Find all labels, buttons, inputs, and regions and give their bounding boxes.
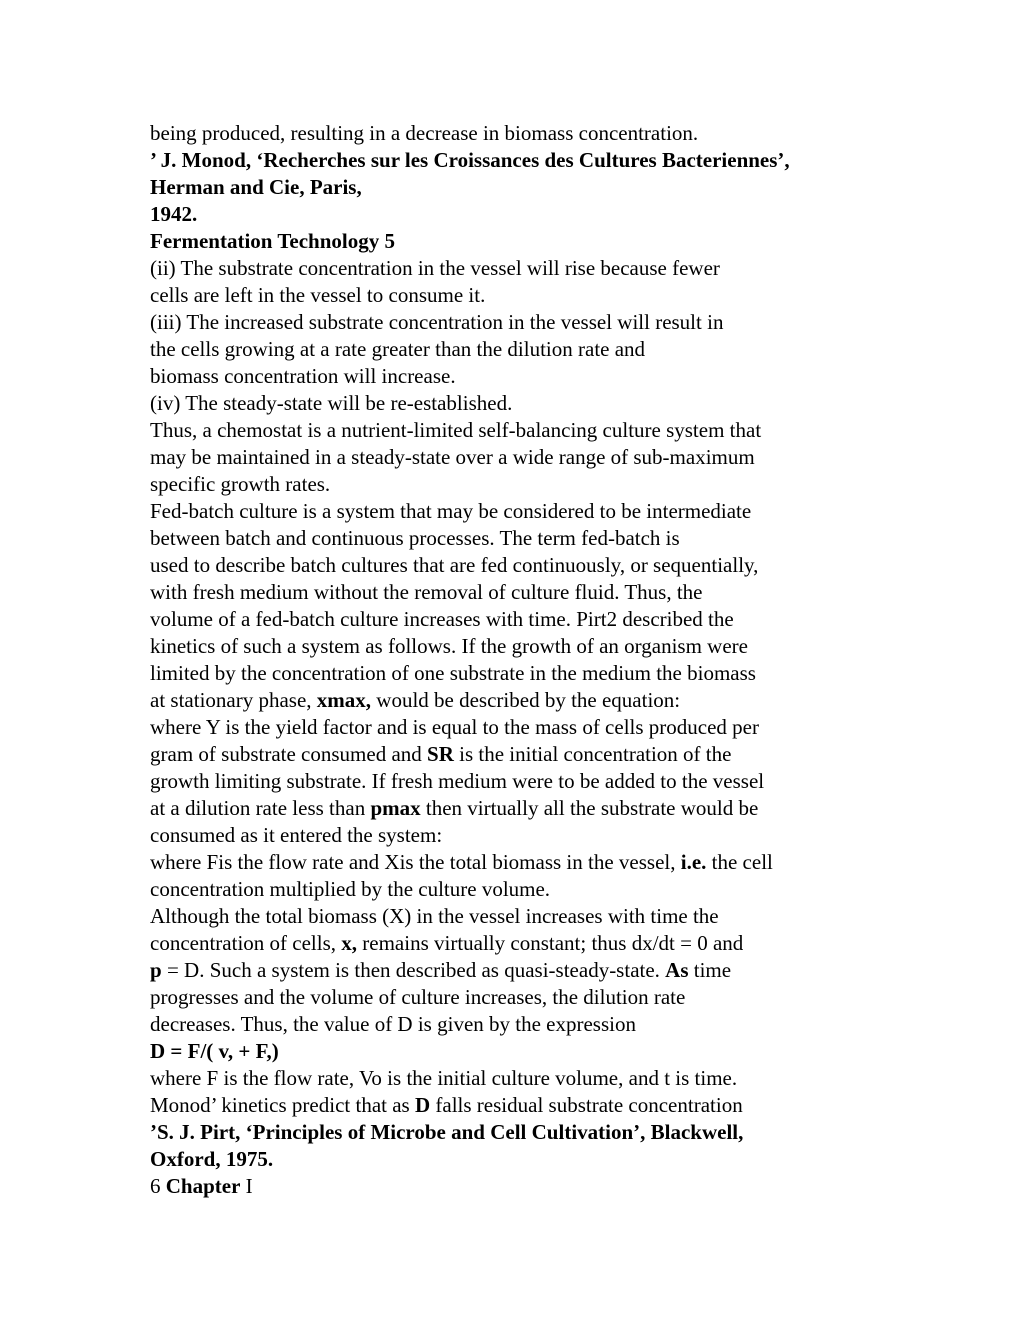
- text-run: = D. Such a system is then described as quasi-steady-state.: [161, 958, 666, 982]
- text-line: [150, 714, 970, 741]
- text-line: [150, 795, 970, 822]
- text-line: [150, 1146, 970, 1173]
- text-line: [150, 822, 970, 849]
- text-line: [150, 876, 970, 903]
- bold-text: i.e.: [680, 850, 707, 874]
- text-run: 6: [150, 1174, 166, 1198]
- text-run: growth limiting substrate. If fresh medium were to be added to the vessel: [150, 769, 765, 793]
- text-run: may be maintained in a steady-state over a wide range of sub-maximum: [150, 445, 755, 469]
- text-line: [150, 255, 970, 282]
- text-run: (iii) The increased substrate concentration in the vessel will result in: [150, 310, 724, 334]
- text-line: [150, 417, 970, 444]
- text-run: being produced, resulting in a decrease in biomass concentration.: [150, 121, 699, 145]
- text-run: (ii) The substrate concentration in the vessel will rise because fewer: [150, 256, 720, 280]
- text-line: [150, 363, 970, 390]
- text-run: the cells growing at a rate greater than the dilution rate and: [150, 337, 646, 361]
- text-line: [150, 984, 970, 1011]
- bold-text: SR: [427, 742, 454, 766]
- text-run: volume of a fed-batch culture increases with time. Pirt2 described the: [150, 607, 734, 631]
- text-run: at a dilution rate less than: [150, 796, 371, 820]
- bold-text: D: [414, 1093, 431, 1117]
- text-line: [150, 741, 970, 768]
- text-run: time: [688, 958, 732, 982]
- bold-text: As: [665, 958, 689, 982]
- text-run: would be described by the equation:: [371, 688, 681, 712]
- text-line: [150, 201, 970, 228]
- text-run: with fresh medium without the removal of culture fluid. Thus, the: [150, 580, 703, 604]
- text-line: [150, 390, 970, 417]
- bold-text: xmax,: [316, 688, 372, 712]
- text-run: gram of substrate consumed and: [150, 742, 428, 766]
- text-line: [150, 1173, 970, 1200]
- text-line: [150, 336, 970, 363]
- text-line: [150, 633, 970, 660]
- text-run: the cell: [706, 850, 773, 874]
- text-run: consumed as it entered the system:: [150, 823, 443, 847]
- text-line: [150, 147, 970, 174]
- text-line: [150, 606, 970, 633]
- text-run: where F is the flow rate, Vo is the initial culture volume, and t is time.: [150, 1066, 738, 1090]
- text-run: Fed-batch culture is a system that may be considered to be intermediate: [150, 499, 752, 523]
- bold-text: Herman and Cie, Paris,: [150, 175, 362, 199]
- text-run: cells are left in the vessel to consume it.: [150, 283, 486, 307]
- text-line: [150, 660, 970, 687]
- text-line: [150, 1038, 970, 1065]
- bold-text: 1942.: [150, 202, 198, 226]
- bold-text: x,: [341, 931, 358, 955]
- text-run: concentration multiplied by the culture volume.: [150, 877, 551, 901]
- text-line: [150, 282, 970, 309]
- text-run: (iv) The steady-state will be re-established.: [150, 391, 513, 415]
- text-line: [150, 930, 970, 957]
- text-run: progresses and the volume of culture increases, the dilution rate: [150, 985, 686, 1009]
- text-run: biomass concentration will increase.: [150, 364, 456, 388]
- bold-text: pmax: [370, 796, 421, 820]
- text-run: I: [240, 1174, 253, 1198]
- bold-text: Chapter: [165, 1174, 241, 1198]
- document-page: [150, 120, 970, 1200]
- text-run: limited by the concentration of one substrate in the medium the biomass: [150, 661, 756, 685]
- text-line: [150, 768, 970, 795]
- text-line: [150, 552, 970, 579]
- bold-text: p: [150, 958, 162, 982]
- text-run: is the initial concentration of the: [453, 742, 732, 766]
- text-run: Thus, a chemostat is a nutrient-limited self-balancing culture system that: [150, 418, 762, 442]
- bold-text: ’ J. Monod, ‘Recherches sur les Croissances des Cultures Bacteriennes’,: [150, 148, 790, 172]
- text-run: used to describe batch cultures that are fed continuously, or sequentially,: [150, 553, 759, 577]
- text-line: [150, 120, 970, 147]
- text-line: [150, 849, 970, 876]
- text-line: [150, 471, 970, 498]
- text-run: at stationary phase,: [150, 688, 317, 712]
- text-run: decreases. Thus, the value of D is given by the expression: [150, 1012, 636, 1036]
- text-line: [150, 174, 970, 201]
- bold-text: ’S. J. Pirt, ‘Principles of Microbe and Cell Cultivation’, Blackwell,: [150, 1120, 744, 1144]
- text-line: [150, 444, 970, 471]
- text-line: [150, 1065, 970, 1092]
- text-line: [150, 579, 970, 606]
- bold-text: Oxford, 1975.: [150, 1147, 274, 1171]
- text-run: where Fis the flow rate and Xis the total biomass in the vessel,: [150, 850, 681, 874]
- text-line: [150, 498, 970, 525]
- text-run: specific growth rates.: [150, 472, 331, 496]
- bold-text: D = F/( v, + F,): [150, 1039, 279, 1063]
- text-line: [150, 309, 970, 336]
- text-run: remains virtually constant; thus dx/dt = 0 and: [357, 931, 744, 955]
- text-run: then virtually all the substrate would be: [420, 796, 759, 820]
- text-line: [150, 687, 970, 714]
- text-line: [150, 1092, 970, 1119]
- text-run: kinetics of such a system as follows. If the growth of an organism were: [150, 634, 748, 658]
- text-run: Monod’ kinetics predict that as: [150, 1093, 415, 1117]
- text-run: falls residual substrate concentration: [430, 1093, 743, 1117]
- text-run: where Y is the yield factor and is equal to the mass of cells produced per: [150, 715, 759, 739]
- text-line: [150, 1119, 970, 1146]
- text-run: Although the total biomass (X) in the vessel increases with time the: [150, 904, 719, 928]
- bold-text: Fermentation Technology 5: [150, 229, 395, 253]
- text-run: between batch and continuous processes. The term fed-batch is: [150, 526, 680, 550]
- text-run: concentration of cells,: [150, 931, 342, 955]
- text-line: [150, 525, 970, 552]
- text-line: [150, 228, 970, 255]
- text-line: [150, 1011, 970, 1038]
- text-line: [150, 957, 970, 984]
- text-line: [150, 903, 970, 930]
